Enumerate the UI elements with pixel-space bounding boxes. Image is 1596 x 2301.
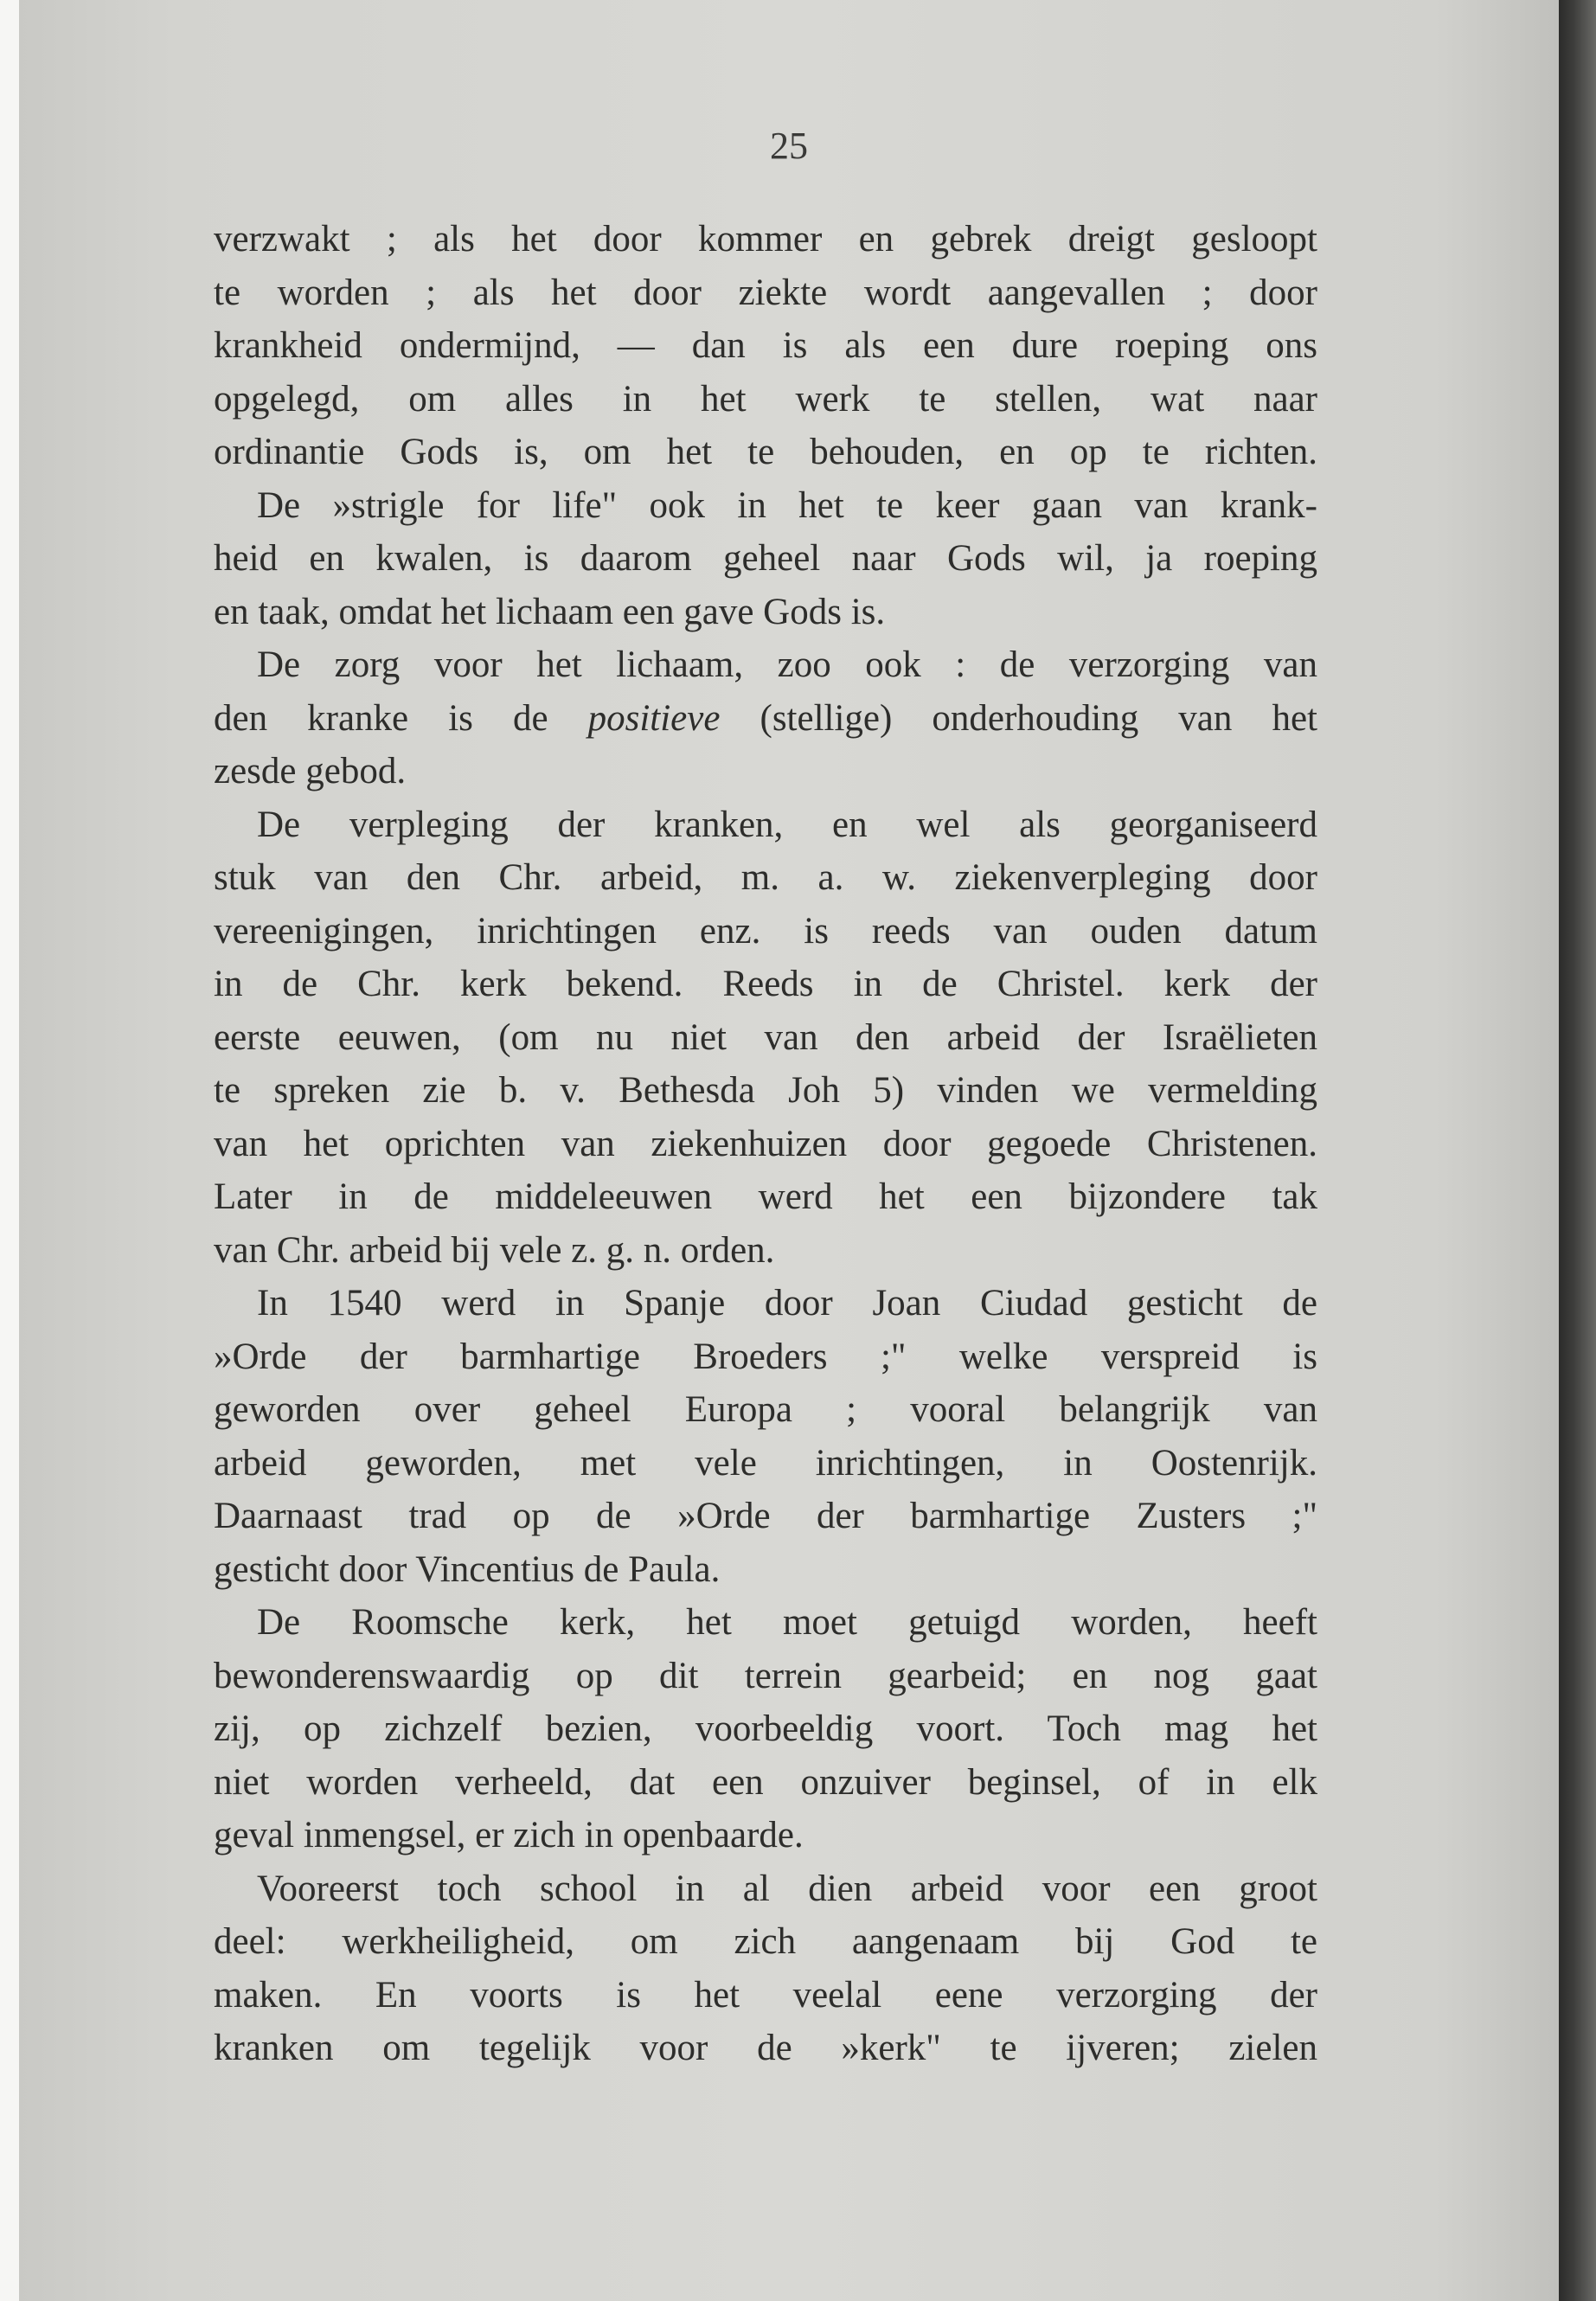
text-line: gesticht door Vincentius de Paula. (214, 1548, 721, 1590)
text-line: verzwakt ; als het door kommer en gebrek dreigt gesloopt (214, 219, 1317, 260)
text-line: vereenigingen, inrichtingen enz. is reeds van ouden datum (214, 910, 1317, 952)
text-line: In 1540 werd in Spanje door Joan Ciudad gesticht de (257, 1283, 1317, 1324)
text-line: arbeid geworden, met vele inrichtingen, in Oostenrijk. (214, 1442, 1317, 1484)
text-line: van Chr. arbeid bij vele z. g. n. orden. (214, 1229, 775, 1271)
text-line: bewonderenswaardig op dit terrein gearbeid; en nog gaat (214, 1655, 1317, 1696)
text-line: zij, op zichzelf bezien, voorbeeldig voort. Toch mag het (214, 1708, 1317, 1749)
text-line: deel: werkheiligheid, om zich aangenaam bij God te (214, 1921, 1317, 1962)
text-line: niet worden verheeld, dat een onzuiver beginsel, of in elk (214, 1761, 1317, 1803)
text-line: opgelegd, om alles in het werk te stellen, wat naar (214, 378, 1317, 420)
page-number: 25 (770, 125, 808, 167)
text-line: krankheid ondermijnd, — dan is als een dure roeping ons (214, 325, 1317, 366)
body-text (214, 213, 1317, 2075)
page-edge-left (0, 0, 19, 2301)
text-line: Vooreerst toch school in al dien arbeid voor een groot (257, 1868, 1317, 1909)
text-line: Daarnaast trad op de »Orde der barmhartige Zusters ;" (214, 1496, 1317, 1536)
text-line: De zorg voor het lichaam, zoo ook : de verzorging van (257, 644, 1317, 685)
text-line: De »strigle for life" ook in het te keer gaan van krank- (257, 484, 1317, 526)
text-line: in de Chr. kerk bekend. Reeds in de Christel. kerk der (214, 964, 1317, 1004)
italic-word: positieve (587, 697, 721, 739)
text-line: den kranke is de positieve (stellige) onderhouding van het (214, 697, 1317, 739)
text-line: kranken om tegelijk voor de »kerk" te ijveren; zielen (214, 2028, 1317, 2068)
text-line: te spreken zie b. v. Bethesda Joh 5) vinden we vermelding (214, 1070, 1317, 1111)
text-line: »Orde der barmhartige Broeders ;" welke verspreid is (214, 1336, 1317, 1377)
page-gutter-shadow (1559, 0, 1596, 2301)
text-line: maken. En voorts is het veelal eene verzorging der (214, 1974, 1317, 2016)
text-line: zesde gebod. (214, 751, 407, 792)
text-line: De verpleging der kranken, en wel als georganiseerd (257, 804, 1317, 845)
text-line: te worden ; als het door ziekte wordt aangevallen ; door (214, 272, 1317, 313)
text-line: eerste eeuwen, (om nu niet van den arbeid der Israëlieten (214, 1016, 1317, 1058)
text-line: ordinantie Gods is, om het te behouden, en op te richten. (214, 432, 1317, 472)
text-line: van het oprichten van ziekenhuizen door gegoede Christenen. (214, 1123, 1317, 1164)
text-line: De Roomsche kerk, het moet getuigd worden, heeft (257, 1602, 1317, 1643)
text-line: geval inmengsel, er zich in openbaarde. (214, 1815, 804, 1856)
book-page (19, 0, 1559, 2301)
text-line: geworden over geheel Europa ; vooral belangrijk van (214, 1389, 1317, 1430)
text-line: Later in de middeleeuwen werd het een bijzondere tak (214, 1176, 1317, 1217)
text-line: heid en kwalen, is daarom geheel naar Gods wil, ja roeping (214, 538, 1317, 579)
text-line: stuk van den Chr. arbeid, m. a. w. ziekenverpleging door (214, 857, 1317, 898)
text-line: en taak, omdat het lichaam een gave Gods is. (214, 591, 886, 632)
